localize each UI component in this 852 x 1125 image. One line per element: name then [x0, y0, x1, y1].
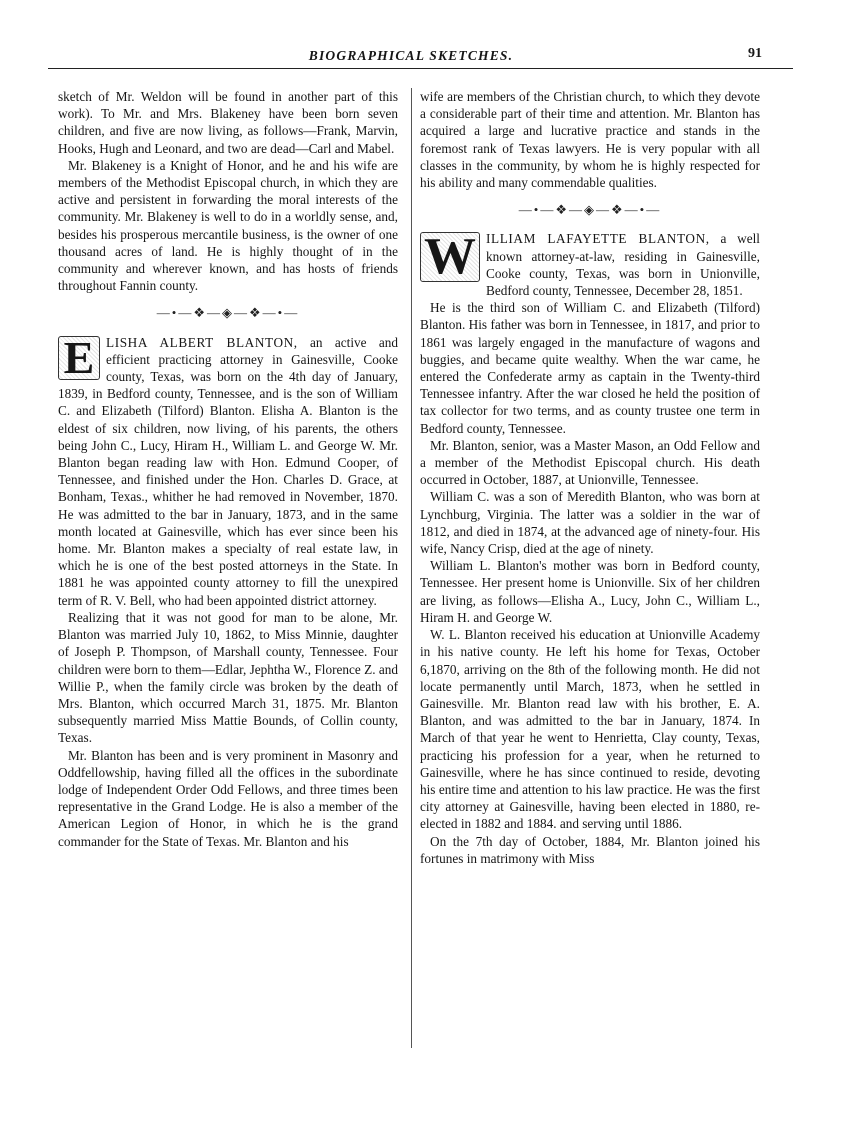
sketch-heading: ILLIAM LAFAYETTE BLANTON,	[486, 231, 710, 247]
drop-cap-w: W	[420, 232, 480, 282]
paragraph: W. L. Blanton received his education at Unionville Academy in his native county. He left his home for Texas, October 6,1870, arriving on the 8th of the following month. He did not locate permanently until March, 1873, when he settled in Gainesville. Mr. Blanton read law with his brother, E. A. Blanton, and was admitted to the bar in January, 1874. In March of that year he went to Henrietta, Clay county, Texas, practicing his profession for a year, when he returned to Gainesville, where he has since continued to reside, devoting his entire time and attention to his law practice. He was the first city attorney at Gainesville, having been elected in 1880, re-elected in 1882 and 1884. and serving until 1886.	[420, 627, 760, 832]
page-header	[0, 48, 852, 70]
paragraph-text: a well known attorney-at-law, residing in Gainesville, Cooke county, Texas, was born in Unionville, Bedford county, Tennessee, December 28, 1851.	[486, 231, 760, 299]
drop-cap-e: E	[58, 336, 100, 380]
paragraph: wife are members of the Christian church, to which they devote a considerable part of their time and attention. Mr. Blanton has acquired a large and lucrative practice and stands in the foremost rank of Texas lawyers. He is very popular with all classes in the community, by whom he is highly respected for his ability and many commendable qualities.	[420, 89, 760, 191]
paragraph: William L. Blanton's mother was born in Bedford county, Tennessee. Her present home is Unionville. Six of her children are living, as follows—Elisha A., Lucy, John C., William L., Hiram H. and George W.	[420, 558, 760, 625]
paragraph: Realizing that it was not good for man to be alone, Mr. Blanton was married July 10, 1862, to Miss Minnie, daughter of Joseph P. Thompson, of Marshall county, Tennessee. Four children were born to them—Edlar, Jephtha W., Florence Z. and Willie P., when the family circle was broken by the death of Mrs. Blanton, which occurred March 31, 1875. Mr. Blanton subsequently married Miss Mattie Bounds, of Collin county, Texas.	[58, 609, 398, 746]
sketch-opening-paragraph	[420, 230, 760, 299]
paragraph: On the 7th day of October, 1884, Mr. Blanton joined his fortunes in matrimony with Miss	[420, 833, 760, 866]
paragraph: sketch of Mr. Weldon will be found in another part of this work). To Mr. and Mrs. Blakeney have been born seven children, and five are now living, as follows—Frank, Marvin, Hooks, Hugh and Leonard, and two are dead—Carl and Mabel.	[58, 89, 398, 156]
right-column	[420, 88, 760, 1048]
header-rule	[48, 68, 793, 69]
section-ornament: —•—❖—◈—❖—•—	[518, 202, 662, 218]
section-ornament: —•—❖—◈—❖—•—	[156, 305, 300, 321]
sketch-elisha-blanton	[58, 331, 398, 609]
running-title: BIOGRAPHICAL SKETCHES.	[308, 48, 514, 63]
left-column	[58, 88, 398, 1048]
paragraph: Mr. Blakeney is a Knight of Honor, and he and his wife are members of the Methodist Episcopal church, in which they are active and persistent in forwarding the moral interests of the community. Mr. Blakeney is well to do in a worldly sense, and, besides his prosperous mercantile business, is the owner of one thousand acres of land. He is highly thought of in the community and wherever known, and has hosts of friends throughout Fannin county.	[58, 157, 398, 294]
sketch-heading: LISHA ALBERT BLANTON,	[106, 334, 298, 350]
page-number: 91	[748, 46, 762, 61]
paragraph: William C. was a son of Meredith Blanton, who was born at Lynchburg, Virginia. The latter was a soldier in the war of 1812, and died in 1874, at the advanced age of ninety-four. His wife, Nancy Crisp, died at the age of ninety.	[420, 489, 760, 557]
paragraph: Mr. Blanton has been and is very prominent in Masonry and Oddfellowship, having filled all the offices in the subordinate lodge of Independent Order Odd Fellows, and three times been representative in the Grand Lodge. He is also a member of the American Legion of Honor, in which he is the grand commander for the State of Texas. Mr. Blanton and his	[58, 747, 398, 849]
sketch-william-blanton	[420, 230, 760, 299]
column-divider	[411, 88, 412, 1048]
sketch-opening-paragraph	[58, 331, 398, 609]
paragraph-text: an active and efficient practicing attorney in Gainesville, Cooke county, Texas, was born on the 4th day of January, 1839, in Bedford county, Tennessee, and is the son of William C. and Elizabeth (Tilford) Blanton. Elisha A. Blanton is the eldest of six children, now living, of his parents, the others being John C., Lucy, Hiram H., William L. and George W. Mr. Blanton began reading law with Hon. Edmund Cooper, of Tennessee, and finished under the Hon. Charles D. Grace, at Bonham, Texas., whither he had removed in November, 1870. He was admitted to the bar in January, 1873, and in the same month located at Gainesville, which has ever since been his home. Mr. Blanton makes a specialty of real estate law, in which he is one of the best posted attorneys in the State. In 1881 he was appointed county attorney to fill the unexpired term of R. V. Bell, who had been appointed district attorney.	[58, 334, 398, 608]
paragraph: Mr. Blanton, senior, was a Master Mason, an Odd Fellow and a member of the Methodist Episcopal church. His death occurred in October, 1887, at Unionville, Tennessee.	[420, 437, 760, 488]
paragraph: He is the third son of William C. and Elizabeth (Tilford) Blanton. His father was born in Tennessee, in 1817, and prior to 1861 was largely engaged in the manufacture of wagons and buggies, and became quite wealthy. When the war came, he entered the Confederate army as captain in the Twenty-third Tennessee infantry. After the war closed he held the position of tax collector for two terms, and as county trustee one term in Bedford county, Tennessee.	[420, 300, 760, 436]
